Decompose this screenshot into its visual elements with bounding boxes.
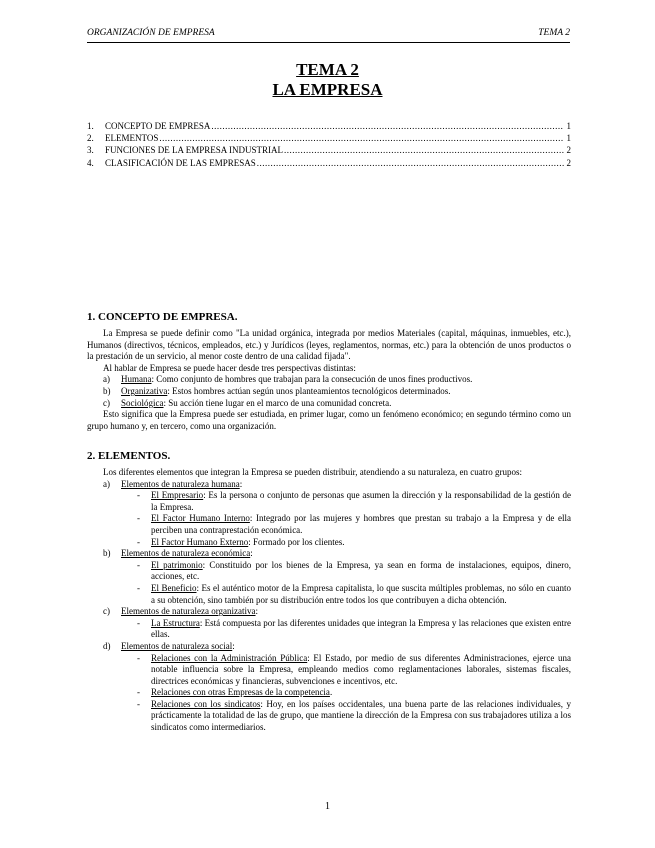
- list-term: El patrimonio: [151, 559, 203, 570]
- list-item: [137, 537, 571, 549]
- sub-list: [103, 560, 571, 606]
- dash-bullet: -: [137, 490, 140, 501]
- list-text: : Está compuesta por las diferentes unidades que integran la Empresa y las relaciones que existen entre ellas.: [151, 617, 571, 640]
- toc-number: 1.: [87, 121, 94, 131]
- list-term: El Empresario: [151, 490, 204, 501]
- paragraph: Al hablar de Empresa se puede hacer desde tres perspectivas distintas:: [103, 362, 356, 373]
- list-item: [137, 687, 571, 699]
- dash-bullet: -: [137, 652, 140, 663]
- list-item: [103, 398, 571, 410]
- dash-bullet: -: [137, 536, 140, 547]
- dash-bullet: -: [137, 513, 140, 524]
- toc-number: 2.: [87, 133, 94, 144]
- section-elementos: [87, 450, 571, 734]
- page-number: 1: [325, 801, 330, 812]
- list-text: : Constituido por los bienes de la Empresa, ya sean en forma de instalaciones, equipos, dinero, acciones, etc.: [151, 559, 571, 582]
- group-title: Elementos de naturaleza social: [121, 640, 233, 651]
- list-text: : Es la persona o conjunto de personas que asumen la dirección y la responsabilidad de la gestión de la Empresa.: [151, 490, 572, 512]
- list-marker: c): [103, 397, 110, 408]
- section-heading: 1. CONCEPTO DE EMPRESA.: [87, 311, 238, 323]
- list-item: [137, 560, 571, 583]
- dash-bullet: -: [137, 559, 140, 570]
- toc-leader: [159, 133, 564, 143]
- list-text: : El Estado, por medio de sus diferentes Administraciones, ejerce una notable influencia sobre la Empresa, empleando medios como reglamentaciones laborales, sistemas fiscales, directrices económicas y financieras, subvenciones e incentivos, etc.: [151, 652, 572, 686]
- list-marker: b): [103, 548, 111, 559]
- paragraph: Los diferentes elementos que integran la Empresa se pueden distribuir, atendiendo a su naturaleza, en cuatro grupos:: [103, 467, 522, 477]
- toc-page: 1: [566, 133, 571, 144]
- sub-list: [103, 653, 571, 734]
- list-term: Relaciones con la Administración Pública: [151, 652, 308, 663]
- list-item: [137, 699, 571, 734]
- group-title: Elementos de naturaleza económica: [121, 548, 251, 559]
- toc-entry[interactable]: [87, 158, 571, 170]
- toc-leader: [211, 121, 564, 131]
- list-marker: a): [103, 374, 110, 385]
- toc-leader: [284, 145, 564, 155]
- group-item: c) Elementos de naturaleza organizativa:: [103, 606, 259, 617]
- sub-list: [103, 490, 571, 548]
- toc-label: CLASIFICACIÓN DE LAS EMPRESAS: [105, 157, 256, 168]
- list-term: El Factor Humano Interno: [151, 513, 250, 524]
- list-term: El Beneficio: [151, 582, 197, 593]
- group-item: a) Elementos de naturaleza humana:: [103, 478, 243, 489]
- list-term: El Factor Humano Externo: [151, 536, 249, 547]
- group-title: Elementos de naturaleza humana: [121, 478, 240, 489]
- dash-bullet: -: [137, 617, 140, 628]
- list-text: : Hoy, en los países occidentales, una buena parte de las relaciones individuales, y prácticamente la totalidad de las de grupo, que mantiene la dirección de la Empresa con sus trabajadores utiliza a los sindicatos como intermediarios.: [151, 698, 571, 733]
- title-line-1: TEMA 2: [296, 60, 359, 79]
- section-heading: 2. ELEMENTOS.: [87, 450, 171, 462]
- list-term: Sociológica: [121, 397, 164, 408]
- list-item: [137, 583, 571, 606]
- list-item: [137, 618, 571, 641]
- perspective-list: [87, 374, 571, 409]
- group-item: b) Elementos de naturaleza económica:: [103, 548, 253, 559]
- list-term: Relaciones con los sindicatos: [151, 698, 261, 709]
- group-title: Elementos de naturaleza organizativa: [121, 606, 256, 617]
- toc-label: ELEMENTOS: [105, 133, 159, 144]
- list-text: : Su acción tiene lugar en el marco de una comunidad concreta.: [163, 397, 392, 408]
- element-groups: [87, 479, 571, 734]
- list-item: [103, 386, 571, 398]
- list-text: : Estos hombres actúan según unos planteamientos tecnológicos determinados.: [167, 385, 451, 396]
- list-term: La Estructura: [151, 617, 200, 628]
- toc-label: FUNCIONES DE LA EMPRESA INDUSTRIAL: [105, 145, 284, 156]
- toc-label: CONCEPTO DE EMPRESA: [105, 121, 211, 131]
- toc-page: 1: [566, 121, 571, 131]
- dash-bullet: -: [137, 687, 140, 698]
- toc-entry[interactable]: [87, 145, 571, 157]
- list-marker: a): [103, 478, 110, 489]
- list-item: [137, 653, 571, 688]
- list-marker: d): [103, 640, 111, 651]
- toc-number: 4.: [87, 157, 94, 168]
- list-marker: b): [103, 385, 111, 396]
- list-item: [137, 490, 571, 513]
- table-of-contents: [87, 121, 571, 170]
- toc-page: 2: [566, 145, 571, 156]
- toc-number: 3.: [87, 145, 94, 156]
- list-text: : Como conjunto de hombres que trabajan para la consecución de unos fines productivos.: [151, 374, 473, 385]
- toc-entry[interactable]: [87, 121, 571, 133]
- toc-entry[interactable]: [87, 133, 571, 145]
- list-text: : Es el auténtico motor de la Empresa capitalista, lo que suscita múltiples problemas, no sólo en cuanto a su obtención, sino también por su distribución entre todos los que contribuyen a dicha obtención.: [151, 582, 572, 605]
- list-text: : Integrado por las mujeres y hombres que prestan su trabajo a la Empresa y de ella perciben una contraprestación económica.: [151, 513, 571, 535]
- dash-bullet: -: [137, 698, 140, 709]
- list-item: [137, 513, 571, 536]
- list-term: Humana: [121, 374, 152, 385]
- toc-leader: [257, 158, 564, 168]
- list-term: Organizativa: [121, 385, 168, 396]
- list-text: : Formado por los clientes.: [248, 536, 345, 547]
- paragraph: Esto significa que la Empresa puede ser estudiada, en primer lugar, como un fenómeno económico; en segundo término como un grupo humano y, en tercero, como una organización.: [87, 409, 571, 431]
- list-text: .: [329, 687, 333, 698]
- header-right: TEMA 2: [538, 28, 570, 38]
- group-item: d) Elementos de naturaleza social:: [103, 640, 235, 651]
- paragraph: La Empresa se puede definir como "La unidad orgánica, integrada por medios Materiales (capital, máquinas, inmuebles, etc.), Humanos (directivos, técnicos, empleados, etc.) y Jurídicos (leyes, reglamentos, normas, etc.) para la obtención de unos productos o la prestación de un servicio, al menor coste dentro de una calidad fijada".: [87, 328, 571, 362]
- running-header: [87, 28, 570, 43]
- dash-bullet: -: [137, 582, 140, 593]
- list-item: [103, 374, 571, 386]
- list-marker: c): [103, 606, 110, 617]
- header-left: ORGANIZACIÓN DE EMPRESA: [87, 28, 215, 38]
- section-concepto: [87, 311, 571, 432]
- sub-list: [103, 618, 571, 641]
- toc-page: 2: [566, 157, 571, 168]
- title-line-2: LA EMPRESA: [272, 80, 383, 99]
- list-term: Relaciones con otras Empresas de la competencia: [151, 687, 330, 698]
